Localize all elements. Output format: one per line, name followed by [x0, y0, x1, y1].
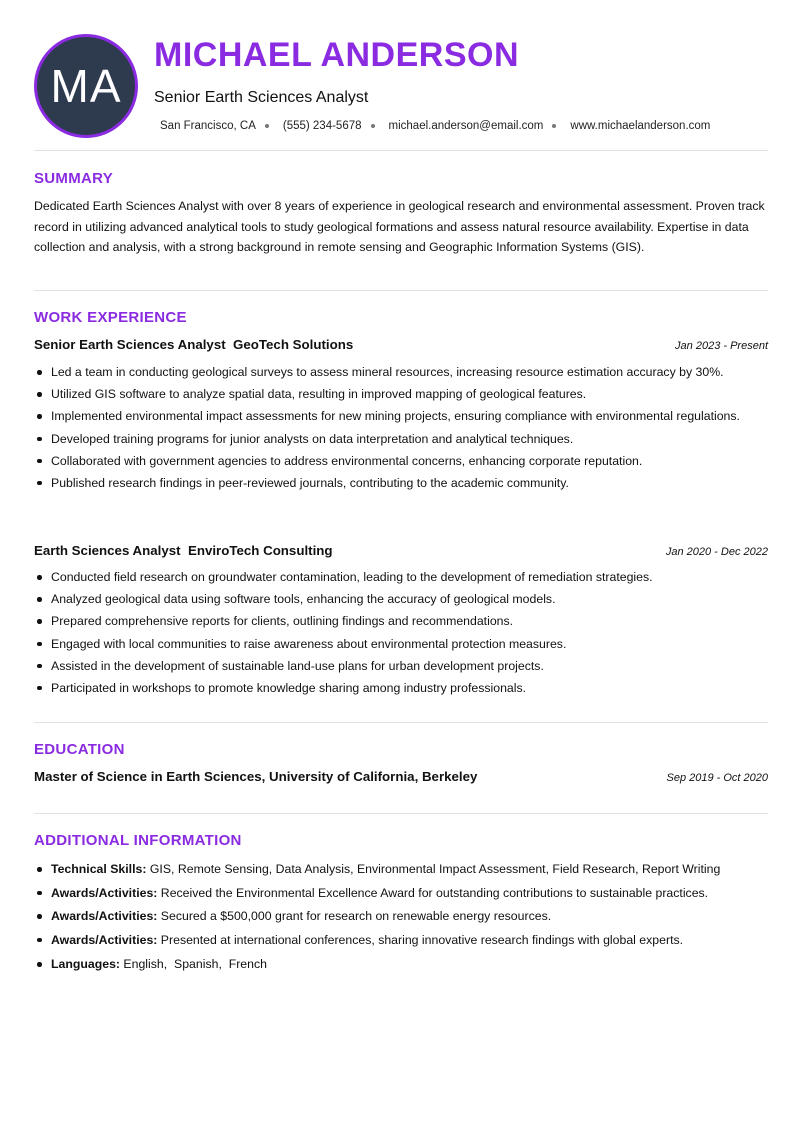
section-divider — [34, 722, 768, 723]
job-dates: Jan 2020 - Dec 2022 — [665, 546, 768, 558]
summary-title: SUMMARY — [34, 170, 114, 187]
education-entry — [34, 769, 768, 784]
job-title: Senior Earth Sciences Analyst GeoTech Solutions — [34, 337, 354, 352]
info-label: Awards/Activities: — [51, 885, 158, 900]
separator-dot — [265, 124, 269, 128]
list-item — [34, 884, 762, 903]
education-title: EDUCATION — [34, 741, 125, 758]
contact-location: San Francisco, CA — [160, 120, 283, 132]
list-item: Developed training programs for junior analysts on data interpretation and analytical techniques. — [34, 430, 762, 449]
list-item: Utilized GIS software to analyze spatial data, resulting in improved mapping of geological features. — [34, 385, 762, 404]
candidate-name: MICHAEL ANDERSON — [154, 36, 520, 74]
list-item: Participated in workshops to promote knowledge sharing among industry professionals. — [34, 679, 762, 698]
list-item: Published research findings in peer-reviewed journals, contributing to the academic community. — [34, 474, 762, 493]
job-header — [34, 337, 768, 352]
list-item: Implemented environmental impact assessments for new mining projects, ensuring compliance with environmental regulations. — [34, 407, 762, 426]
list-item: Led a team in conducting geological surveys to assess mineral resources, increasing resource estimation accuracy by 30%. — [34, 363, 762, 382]
education-dates: Sep 2019 - Oct 2020 — [666, 772, 768, 784]
list-item — [34, 907, 762, 926]
resume-header — [34, 34, 768, 138]
list-item — [34, 955, 762, 974]
degree: Master of Science in Earth Sciences, University of California, Berkeley — [34, 769, 478, 784]
candidate-role: Senior Earth Sciences Analyst — [154, 89, 369, 106]
additional-information-title: ADDITIONAL INFORMATION — [34, 832, 242, 849]
contact-website: www.michaelanderson.com — [570, 120, 711, 132]
job-title: Earth Sciences Analyst EnviroTech Consulting — [34, 543, 333, 558]
section-divider — [34, 813, 768, 814]
info-text: English, Spanish, French — [120, 957, 267, 971]
section-divider — [34, 150, 768, 151]
info-label: Awards/Activities: — [51, 909, 158, 923]
info-text: Secured a $500,000 grant for research on renewable energy resources. — [157, 909, 552, 923]
job-bullets — [34, 363, 762, 496]
list-item: Prepared comprehensive reports for clients, outlining findings and recommendations. — [34, 612, 762, 631]
list-item — [34, 931, 762, 950]
list-item: Collaborated with government agencies to address environmental concerns, enhancing corporate reputation. — [34, 452, 762, 471]
work-experience-title: WORK EXPERIENCE — [34, 309, 187, 326]
job-dates: Jan 2023 - Present — [675, 340, 768, 352]
section-divider — [34, 290, 768, 291]
job-header — [34, 543, 768, 558]
separator-dot — [552, 124, 556, 128]
separator-dot — [371, 124, 375, 128]
info-text: GIS, Remote Sensing, Data Analysis, Environmental Impact Assessment, Field Research, Report Writing — [146, 862, 721, 876]
info-label: Languages: — [51, 957, 121, 971]
info-text: Presented at international conferences, sharing innovative research findings with global experts. — [157, 932, 684, 947]
avatar: MA — [34, 34, 138, 138]
info-label: Technical Skills: — [51, 862, 147, 876]
job-bullets — [34, 568, 762, 701]
list-item: Analyzed geological data using software tools, enhancing the accuracy of geological models. — [34, 590, 762, 609]
info-label: Awards/Activities: — [51, 932, 158, 947]
contact-email: michael.anderson@email.com — [389, 120, 571, 132]
list-item — [34, 860, 762, 879]
additional-info-list — [34, 860, 762, 979]
contact-info — [160, 120, 710, 132]
list-item: Engaged with local communities to raise awareness about environmental protection measures. — [34, 635, 762, 654]
summary-text: Dedicated Earth Sciences Analyst with over 8 years of experience in geological research and environmental assessment. Proven track record in utilizing advanced analytical tools to study geological formations and assess natural resource availability. Expertise in data collection and analysis, with a strong background in remote sensing and Geographic Information Systems (GIS). — [34, 199, 765, 254]
list-item: Conducted field research on groundwater contamination, leading to the development of remediation strategies. — [34, 568, 762, 587]
info-text: Received the Environmental Excellence Award for outstanding contributions to sustainable practices. — [157, 885, 709, 900]
contact-phone: (555) 234-5678 — [283, 120, 389, 132]
list-item: Assisted in the development of sustainable land-use plans for urban development projects. — [34, 657, 762, 676]
